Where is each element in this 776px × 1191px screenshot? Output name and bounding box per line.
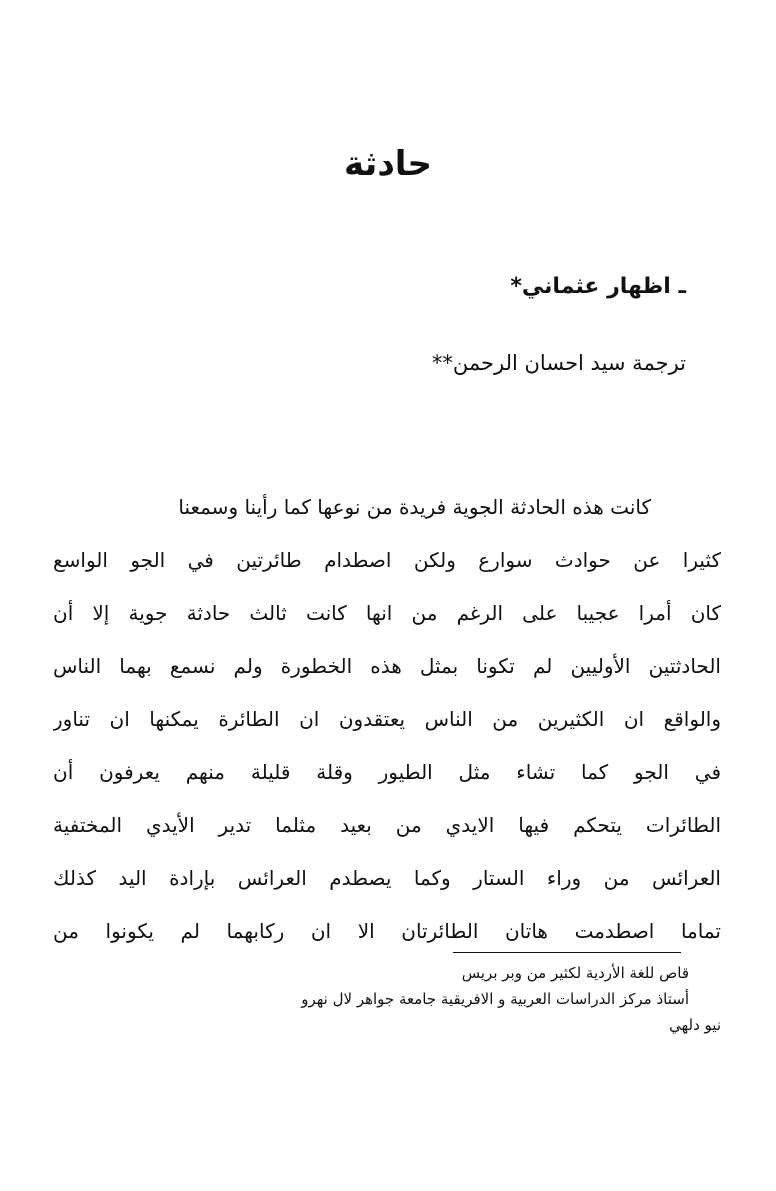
- body-line: العرائس من وراء الستار وكما يصطدم العرائس بإرادة اليد كذلك: [53, 866, 721, 890]
- body-line: كان أمرا عجيبا على الرغم من انها كانت ثالث حادثة جوية إلا أن: [53, 601, 721, 625]
- author-line: ـ اظهار عثماني*: [510, 274, 686, 299]
- body-line: كثيرا عن حوادث سوارع ولكن اصطدام طائرتين في الجو الواسع: [53, 548, 721, 572]
- footnote-translator: أستاذ مركز الدراسات العربية و الافريقية جامعة جواهر لال نهرو: [301, 990, 689, 1008]
- body-line: والواقع ان الكثيرين من الناس يعتقدون ان الطائرة يمكنها ان تناور: [53, 707, 721, 731]
- body-line: في الجو كما تشاء مثل الطيور وقلة قليلة منهم يعرفون أن: [53, 760, 721, 784]
- translator-line: ترجمة سيد احسان الرحمن**: [431, 351, 686, 375]
- footnotes: [81, 960, 721, 1038]
- body-paragraph: [53, 481, 721, 958]
- footnote-author: قاص للغة الأردية لكثير من وبر بريس: [461, 964, 689, 982]
- body-line: تماما اصطدمت هاتان الطائرتان الا ان ركابهما لم يكونوا من: [53, 919, 721, 943]
- article-title: حادثة: [343, 144, 433, 184]
- body-line: كانت هذه الحادثة الجوية فريدة من نوعها كما رأينا وسمعنا: [178, 495, 651, 519]
- footnote-translator-location: نيو دلهي: [669, 1016, 721, 1034]
- footnote-divider: [453, 952, 681, 953]
- body-line: الحادثتين الأوليين لم تكونا بمثل هذه الخطورة ولم نسمع بهما الناس: [53, 654, 721, 678]
- body-line: الطائرات يتحكم فيها الايدي من بعيد مثلما تدير الأيدي المختفية: [53, 813, 721, 837]
